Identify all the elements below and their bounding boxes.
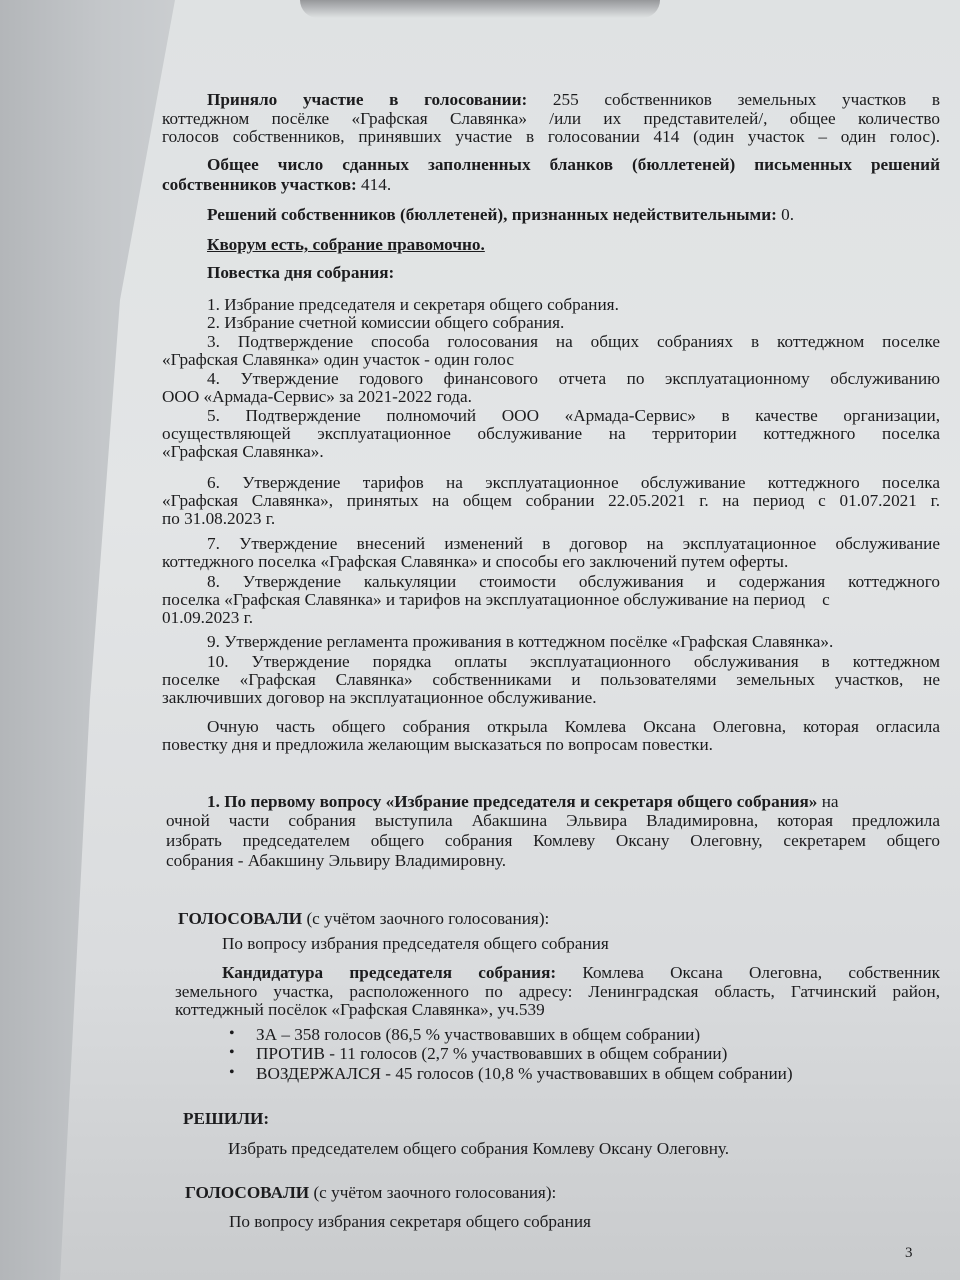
agenda-item-10-line-2: поселке «Графская Славянка» собственниками и пользователями земельных участков, не — [162, 670, 940, 689]
participation-line-2: коттеджном посёлке «Графская Славянка» /или их представителей/, общее количество — [162, 109, 940, 128]
vote-1-subject: По вопросу избрания председателя общего собрания — [222, 934, 609, 953]
vote-1-candidate-line-1 — [175, 964, 940, 982]
agenda-item-6-line-2: «Графская Славянка», принятых на общем собрании 22.05.2021 г. на период с 01.07.2021 г. — [162, 491, 940, 510]
agenda-item-1: 1. Избрание председателя и секретаря общего собрания. — [207, 295, 619, 314]
ballots-line-1 — [162, 156, 940, 174]
vote-2-heading-note: (с учётом заочного голосования): — [313, 1183, 557, 1202]
ballots-label: Общее число сданных заполненных бланков (бюллетеней) письменных решений — [207, 155, 940, 174]
ballots-line-2 — [162, 176, 391, 194]
question-1-line-3: избрать председателем общего собрания Комлеву Оксану Олеговну, секретарем общего — [166, 831, 940, 850]
agenda-item-10-line-1: 10. Утверждение порядка оплаты эксплуатационного обслуживания в коттеджном — [207, 652, 940, 671]
ballots-label-2: собственников участков: — [162, 175, 357, 194]
opening-line-1: Очную часть общего собрания открыла Комлева Оксана Олеговна, которая огласила — [207, 717, 940, 736]
page-number: 3 — [905, 1245, 913, 1261]
vote-2-heading: ГОЛОСОВАЛИ — [185, 1183, 310, 1202]
agenda-item-8-line-1: 8. Утверждение калькуляции стоимости обслуживания и содержания коттеджного — [207, 572, 940, 591]
candidate-name: Комлева Оксана Олеговна, собственник — [582, 963, 941, 982]
invalid-line — [207, 206, 794, 224]
participation-line-3: голосов собственников, принявших участие в голосовании 414 (один участок – один голос). — [162, 127, 940, 146]
participation-line-1 — [162, 91, 940, 109]
agenda-item-7-line-2: коттеджного поселка «Графская Славянка» и способы его заключений путем оферты. — [162, 552, 789, 571]
vote-2-subject: По вопросу избрания секретаря общего собрания — [229, 1212, 591, 1231]
participation-value: 255 собственников земельных участков в — [552, 90, 940, 109]
decision-1-text: Избрать председателем общего собрания Комлеву Оксану Олеговну. — [228, 1139, 730, 1158]
vote-2-heading-line — [185, 1184, 556, 1202]
vote-result-for: ЗА – 358 голосов (86,5 % участвовавших в общем собрании) — [256, 1025, 701, 1044]
invalid-value: 0. — [781, 205, 795, 224]
agenda-item-8-line-3: 01.09.2023 г. — [162, 608, 254, 627]
question-1-line-2: очной части собрания выступила Абакшина Эльвира Владимировна, которая предложила — [166, 811, 940, 830]
question-1-line-4: собрания - Абакшину Эльвиру Владимировну. — [166, 851, 507, 870]
candidate-label: Кандидатура председателя собрания: — [222, 963, 557, 982]
agenda-item-6-line-1: 6. Утверждение тарифов на эксплуатационное обслуживание коттеджного поселка — [207, 473, 940, 492]
agenda-item-10-line-3: заключивших договор на эксплуатационное обслуживание. — [162, 688, 597, 707]
agenda-item-5-line-3: «Графская Славянка». — [162, 442, 324, 461]
vote-result-abstain: ВОЗДЕРЖАЛСЯ - 45 голосов (10,8 % участвовавших в общем собрании) — [256, 1064, 793, 1083]
agenda-item-4-line-2: ООО «Армада-Сервис» за 2021-2022 года. — [162, 387, 472, 406]
vote-1-heading-line — [178, 910, 549, 928]
ballots-value: 414. — [361, 175, 392, 194]
question-1-continuation: на — [821, 792, 839, 811]
question-1-title: 1. По первому вопросу «Избрание председателя и секретаря общего собрания» — [207, 792, 818, 811]
agenda-item-9: 9. Утверждение регламента проживания в коттеджном посёлке «Графская Славянка». — [207, 632, 834, 651]
question-1-line-1 — [207, 793, 839, 811]
decision-1-heading: РЕШИЛИ: — [183, 1109, 270, 1128]
bullet-icon: • — [229, 1044, 235, 1061]
agenda-item-6-line-3: по 31.08.2023 г. — [162, 509, 276, 528]
agenda-item-4-line-1: 4. Утверждение годового финансового отчета по эксплуатационному обслуживанию — [207, 369, 940, 388]
opening-line-2: повестку дня и предложила желающим высказаться по вопросам повестки. — [162, 735, 713, 754]
agenda-item-3-line-2: «Графская Славянка» один участок - один голос — [162, 350, 514, 369]
vote-1-heading: ГОЛОСОВАЛИ — [178, 909, 303, 928]
vote-1-candidate-line-2: земельного участка, расположенного по адресу: Ленинградская область, Гатчинский район, — [175, 982, 940, 1001]
agenda-item-5-line-1: 5. Подтверждение полномочий ООО «Армада-Сервис» в качестве организации, — [207, 406, 940, 425]
quorum-statement: Кворум есть, собрание правомочно. — [207, 235, 485, 254]
page-shadow — [300, 0, 660, 18]
agenda-item-5-line-2: осуществляющей эксплуатационное обслуживание на территории коттеджного поселка — [162, 424, 940, 443]
vote-1-heading-note: (с учётом заочного голосования): — [306, 909, 550, 928]
bullet-icon: • — [229, 1064, 235, 1081]
invalid-label: Решений собственников (бюллетеней), признанных недействительными: — [207, 205, 777, 224]
agenda-item-3-line-1: 3. Подтверждение способа голосования на общих собраниях в коттеджном поселке — [207, 332, 940, 351]
vote-1-candidate-line-3: коттеджный посёлок «Графская Славянка», уч.539 — [175, 1000, 545, 1019]
agenda-item-8-line-2: поселка «Графская Славянка» и тарифов на эксплуатационное обслуживание на период с — [162, 590, 830, 609]
agenda-title: Повестка дня собрания: — [207, 263, 395, 282]
vote-result-against: ПРОТИВ - 11 голосов (2,7 % участвовавших в общем собрании) — [256, 1044, 728, 1063]
agenda-item-2: 2. Избрание счетной комиссии общего собрания. — [207, 313, 565, 332]
participation-label: Приняло участие в голосовании: — [207, 90, 528, 109]
agenda-item-7-line-1: 7. Утверждение внесений изменений в договор на эксплуатационное обслуживание — [207, 534, 940, 553]
bullet-icon: • — [229, 1025, 235, 1042]
